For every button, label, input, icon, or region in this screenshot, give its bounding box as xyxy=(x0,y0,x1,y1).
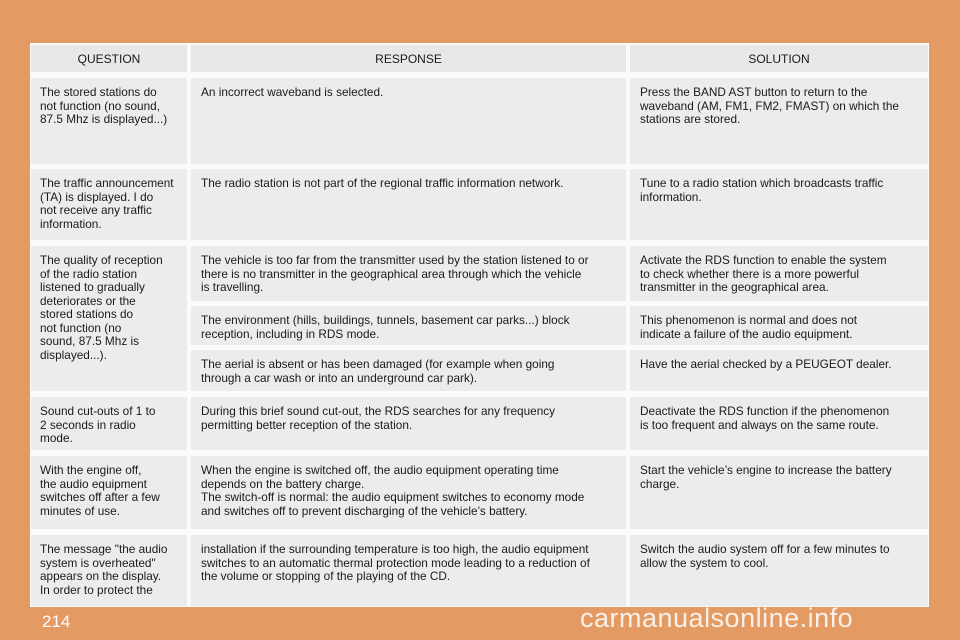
page-number: 214 xyxy=(42,612,71,631)
cell-text-line: An incorrect waveband is selected. xyxy=(201,85,384,99)
solution-cell xyxy=(630,78,928,164)
cell-text-line: Sound cut-outs of 1 to xyxy=(40,404,156,418)
response-cell xyxy=(191,535,626,606)
cell-text-line: Switch the audio system off for a few minutes to xyxy=(640,542,890,556)
cell-text-line: information. xyxy=(40,216,102,231)
cell-text-line: information. xyxy=(640,189,702,204)
cell-text-line: the volume or stopping of the playing of the CD. xyxy=(201,569,451,583)
cell-text-line: displayed...). xyxy=(40,347,107,362)
question-cell xyxy=(31,456,187,529)
cell-text-line: The environment (hills, buildings, tunnels, basement car parks...) block xyxy=(201,313,570,327)
solution-cell xyxy=(630,397,928,450)
cell-text-line: The traffic announcement xyxy=(40,176,174,190)
watermark: carmanualsonline.info xyxy=(580,603,854,633)
cell-text-line: 87.5 Mhz is displayed...) xyxy=(40,112,168,126)
cell-text-line: The aerial is absent or has been damaged (for example when going xyxy=(201,357,555,371)
response-cell xyxy=(191,397,626,450)
cell-text-line: The quality of reception xyxy=(40,253,163,267)
cell-text-line: and switches off to prevent discharging of the vehicle’s battery. xyxy=(201,503,528,518)
cell-text-line: there is no transmitter in the geographical area through which the vehicle xyxy=(201,266,582,281)
header-solution: SOLUTION xyxy=(630,45,928,72)
cell-text-line: minutes of use. xyxy=(40,503,120,518)
cell-text-line: sound, 87.5 Mhz is xyxy=(40,334,140,348)
cell-text-line: transmitter in the geographical area. xyxy=(640,280,829,294)
cell-text-line: During this brief sound cut-out, the RDS searches for any frequency xyxy=(201,404,556,418)
cell-text-line: In order to protect the xyxy=(40,582,153,597)
cell-text-line: to check whether there is a more powerful xyxy=(640,266,860,281)
question-cell xyxy=(31,78,187,164)
cell-text-line: Activate the RDS function to enable the system xyxy=(640,253,887,267)
cell-text-line: permitting better reception of the station. xyxy=(201,417,413,432)
header-response: RESPONSE xyxy=(191,45,626,72)
cell-text-line: switches off after a few xyxy=(40,490,160,504)
cell-text-line: reception, including in RDS mode. xyxy=(201,326,380,341)
cell-text-line: The stored stations do xyxy=(40,85,157,99)
cell-text-line: (TA) is displayed. I do xyxy=(40,189,154,204)
solution-cell xyxy=(630,246,928,301)
cell-text-line: Press the BAND AST button to return to the xyxy=(640,85,868,99)
question-cell xyxy=(31,246,187,391)
cell-text-line: not function (no sound, xyxy=(40,98,161,113)
question-cell xyxy=(31,169,187,240)
cell-text-line: through a car wash or into an underground car park). xyxy=(201,370,478,385)
cell-text-line: allow the system to cool. xyxy=(640,555,769,570)
solution-cell xyxy=(630,350,928,391)
cell-text-line: is too frequent and always on the same route. xyxy=(640,417,879,432)
cell-text-line: installation if the surrounding temperature is too high, the audio equipment xyxy=(201,542,589,556)
cell-text-line: This phenomenon is normal and does not xyxy=(640,313,858,327)
cell-text-line: of the radio station xyxy=(40,266,138,281)
response-cell xyxy=(191,350,626,391)
solution-cell xyxy=(630,306,928,345)
header-question: QUESTION xyxy=(31,45,187,72)
solution-cell xyxy=(630,169,928,240)
response-cell xyxy=(191,246,626,301)
cell-text-line: waveband (AM, FM1, FM2, FMAST) on which the xyxy=(640,98,899,113)
response-cell xyxy=(191,456,626,529)
cell-text-line: When the engine is switched off, the audio equipment operating time xyxy=(201,463,559,477)
cell-text-line: The vehicle is too far from the transmitter used by the station listened to or xyxy=(201,253,589,267)
cell-text-line: Start the vehicle’s engine to increase the battery xyxy=(640,463,892,477)
cell-text-line: Tune to a radio station which broadcasts traffic xyxy=(640,176,884,190)
cell-text-line: not function (no xyxy=(40,320,122,335)
cell-text-line: stations are stored. xyxy=(640,112,741,126)
cell-text-line: charge. xyxy=(640,476,680,491)
cell-text-line: is travelling. xyxy=(201,280,264,294)
cell-text-line: The message "the audio xyxy=(40,542,168,556)
question-cell xyxy=(31,535,187,606)
cell-text-line: appears on the display. xyxy=(40,569,162,583)
cell-text-line: With the engine off, xyxy=(40,463,142,477)
cell-text-line: deteriorates or the xyxy=(40,293,136,308)
cell-text-line: Have the aerial checked by a PEUGEOT dealer. xyxy=(640,357,892,371)
response-cell xyxy=(191,306,626,345)
cell-text-line: stored stations do xyxy=(40,307,134,321)
cell-text-line: The radio station is not part of the regional traffic information network. xyxy=(201,176,564,190)
cell-text-line: system is overheated" xyxy=(40,555,156,570)
cell-text-line: indicate a failure of the audio equipment. xyxy=(640,326,853,341)
cell-text-line: 2 seconds in radio xyxy=(40,417,136,432)
solution-cell xyxy=(630,456,928,529)
cell-text-line: switches to an automatic thermal protection mode leading to a reduction of xyxy=(201,555,590,570)
question-cell xyxy=(31,397,187,450)
response-cell xyxy=(191,169,626,240)
cell-text-line: not receive any traffic xyxy=(40,203,152,217)
cell-text-line: depends on the battery charge. xyxy=(201,476,365,491)
cell-text-line: listened to gradually xyxy=(40,280,145,294)
cell-text-line: the audio equipment xyxy=(40,476,147,491)
cell-text-line: The switch-off is normal: the audio equipment switches to economy mode xyxy=(201,490,585,504)
response-cell xyxy=(191,78,626,164)
solution-cell xyxy=(630,535,928,606)
cell-text-line: mode. xyxy=(40,431,73,445)
cell-text-line: Deactivate the RDS function if the phenomenon xyxy=(640,404,890,418)
